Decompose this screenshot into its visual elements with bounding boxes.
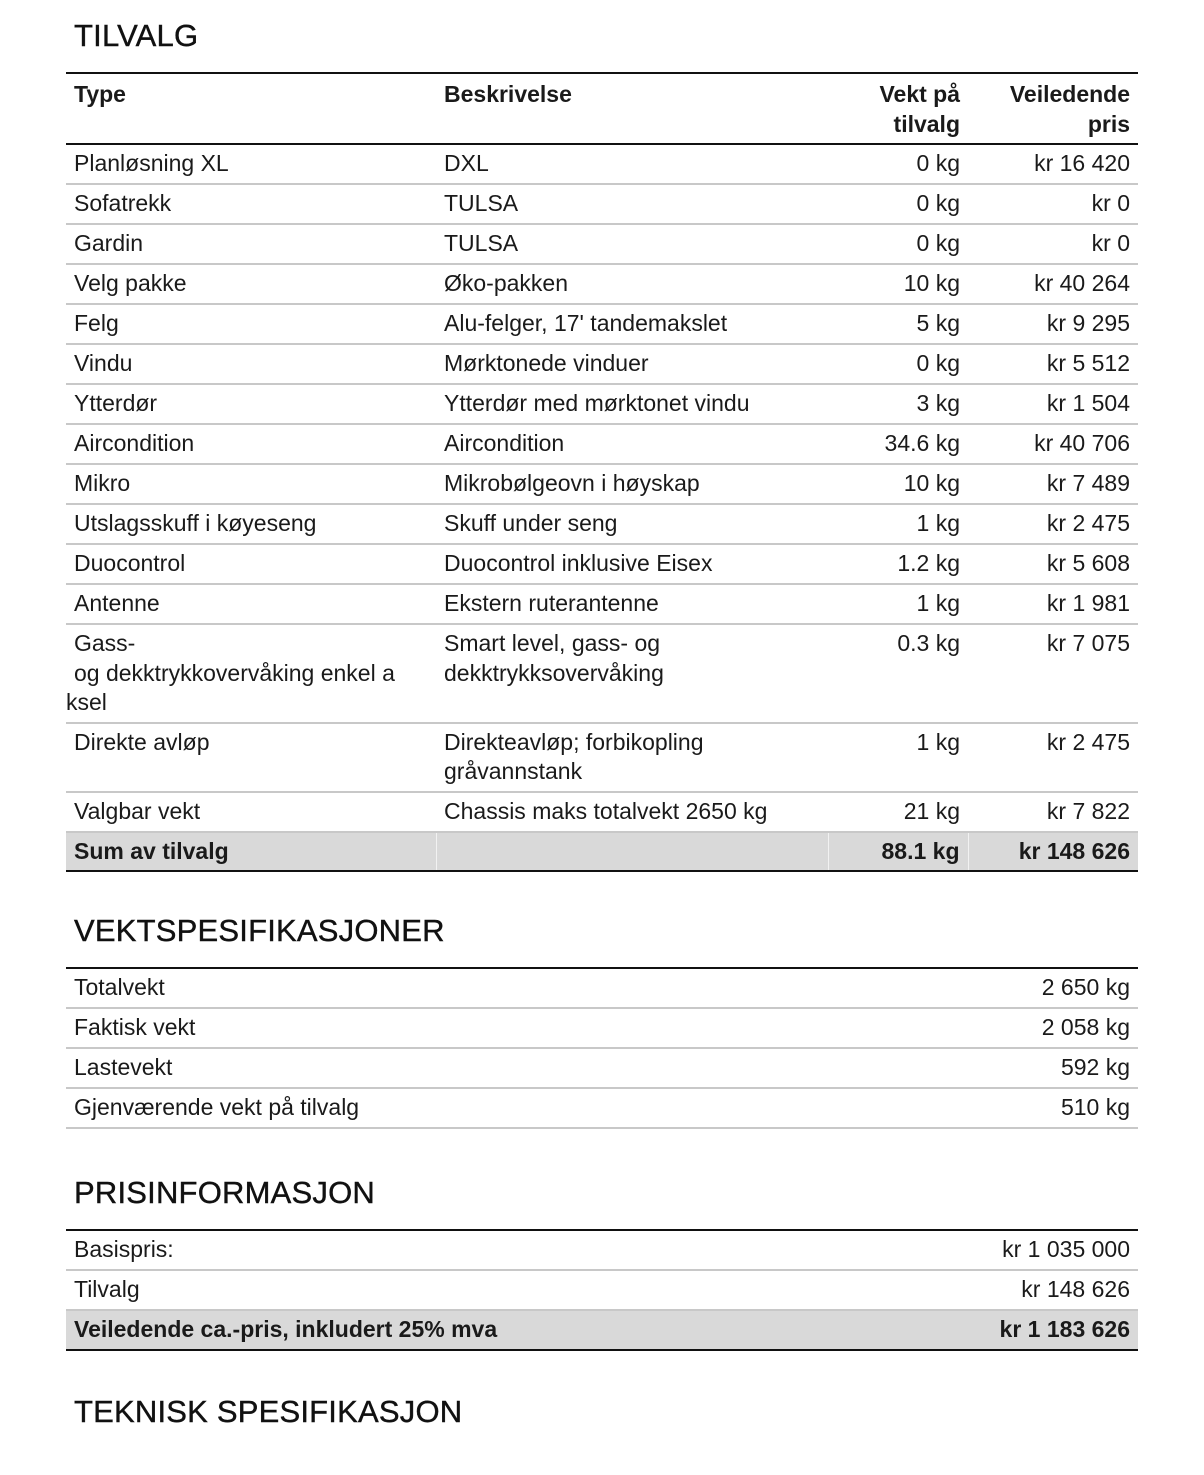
row-description: Ytterdør med mørktonet vindu xyxy=(436,384,828,424)
vekt-row xyxy=(66,1008,1138,1048)
row-price: kr 1 981 xyxy=(968,584,1138,624)
tilvalg-row xyxy=(66,792,1138,832)
sum-empty xyxy=(436,832,828,872)
row-price: kr 7 822 xyxy=(968,792,1138,832)
row-weight: 0.3 kg xyxy=(828,624,968,723)
row-description: Alu-felger, 17' tandemakslet xyxy=(436,304,828,344)
tilvalg-row xyxy=(66,184,1138,224)
vekt-value: 592 kg xyxy=(766,1048,1138,1088)
vekt-label: Faktisk vekt xyxy=(66,1008,766,1048)
pris-table xyxy=(66,1229,1138,1351)
sum-label: Sum av tilvalg xyxy=(66,832,436,872)
pris-total-value: kr 1 183 626 xyxy=(766,1310,1138,1350)
vekt-value: 2 650 kg xyxy=(766,968,1138,1008)
row-price: kr 5 608 xyxy=(968,544,1138,584)
tilvalg-row xyxy=(66,504,1138,544)
row-weight: 0 kg xyxy=(828,144,968,184)
row-description: Skuff under seng xyxy=(436,504,828,544)
row-type: Valgbar vekt xyxy=(66,792,436,832)
pris-total-label: Veiledende ca.-pris, inkludert 25% mva xyxy=(66,1310,766,1350)
col-description-header: Beskrivelse xyxy=(444,81,572,107)
row-weight: 1.2 kg xyxy=(828,544,968,584)
sum-weight: 88.1 kg xyxy=(828,832,968,872)
vekt-value: 510 kg xyxy=(766,1088,1138,1128)
tilvalg-row xyxy=(66,264,1138,304)
row-weight: 5 kg xyxy=(828,304,968,344)
row-type: Antenne xyxy=(66,584,436,624)
pris-row xyxy=(66,1270,1138,1310)
vekt-table xyxy=(66,967,1138,1129)
tilvalg-row xyxy=(66,464,1138,504)
row-description: Ekstern ruterantenne xyxy=(436,584,828,624)
row-price: kr 0 xyxy=(968,184,1138,224)
col-price-header: Veiledende pris xyxy=(1009,81,1130,137)
pris-label: Tilvalg xyxy=(66,1270,766,1310)
row-type: Felg xyxy=(66,304,436,344)
row-type-line: Gass- xyxy=(74,630,136,656)
pris-label: Basispris: xyxy=(66,1230,766,1270)
row-weight: 1 kg xyxy=(828,723,968,792)
row-description: Aircondition xyxy=(436,424,828,464)
row-price: kr 9 295 xyxy=(968,304,1138,344)
row-description: DXL xyxy=(436,144,828,184)
vekt-row xyxy=(66,1048,1138,1088)
row-weight: 21 kg xyxy=(828,792,968,832)
teknisk-heading: TEKNISK SPESIFIKASJON xyxy=(74,1394,463,1429)
row-weight: 10 kg xyxy=(828,464,968,504)
tilvalg-row xyxy=(66,384,1138,424)
row-weight: 1 kg xyxy=(828,584,968,624)
pris-value: kr 1 035 000 xyxy=(766,1230,1138,1270)
row-weight: 3 kg xyxy=(828,384,968,424)
row-price: kr 5 512 xyxy=(968,344,1138,384)
tilvalg-row xyxy=(66,144,1138,184)
tilvalg-row xyxy=(66,544,1138,584)
row-type: Duocontrol xyxy=(66,544,436,584)
tilvalg-row xyxy=(66,723,1138,792)
row-description: Mørktonede vinduer xyxy=(436,344,828,384)
row-price: kr 1 504 xyxy=(968,384,1138,424)
pris-heading: PRISINFORMASJON xyxy=(74,1175,375,1210)
row-description: Øko-pakken xyxy=(436,264,828,304)
tilvalg-row xyxy=(66,584,1138,624)
row-price: kr 2 475 xyxy=(968,504,1138,544)
row-weight: 10 kg xyxy=(828,264,968,304)
pris-total-row xyxy=(66,1310,1138,1350)
vekt-heading: VEKTSPESIFIKASJONER xyxy=(74,913,445,948)
row-price: kr 40 706 xyxy=(968,424,1138,464)
row-description: Duocontrol inklusive Eisex xyxy=(436,544,828,584)
row-weight: 34.6 kg xyxy=(828,424,968,464)
row-price: kr 2 475 xyxy=(968,723,1138,792)
row-type: Sofatrekk xyxy=(66,184,436,224)
row-description: TULSA xyxy=(436,184,828,224)
row-price: kr 16 420 xyxy=(968,144,1138,184)
sum-price: kr 148 626 xyxy=(968,832,1138,872)
row-description: Smart level, gass- og dekktrykksovervåking xyxy=(436,624,828,723)
pris-value: kr 148 626 xyxy=(766,1270,1138,1310)
row-type: Aircondition xyxy=(66,424,436,464)
tilvalg-table xyxy=(66,72,1138,872)
row-type: Vindu xyxy=(66,344,436,384)
row-type: Mikro xyxy=(66,464,436,504)
row-weight: 0 kg xyxy=(828,184,968,224)
row-price: kr 40 264 xyxy=(968,264,1138,304)
row-type: Ytterdør xyxy=(66,384,436,424)
row-type-line: ksel xyxy=(66,689,107,715)
col-weight-header: Vekt på tilvalg xyxy=(879,81,960,137)
vekt-label: Totalvekt xyxy=(66,968,766,1008)
row-description: TULSA xyxy=(436,224,828,264)
row-type xyxy=(66,624,436,723)
vekt-label: Lastevekt xyxy=(66,1048,766,1088)
tilvalg-row xyxy=(66,624,1138,723)
row-type: Direkte avløp xyxy=(66,723,436,792)
col-type-header: Type xyxy=(74,81,126,107)
row-type: Planløsning XL xyxy=(66,144,436,184)
row-description: Mikrobølgeovn i høyskap xyxy=(436,464,828,504)
row-type: Utslagsskuff i køyeseng xyxy=(66,504,436,544)
pris-row xyxy=(66,1230,1138,1270)
vekt-row xyxy=(66,968,1138,1008)
row-type-line: og dekktrykkovervåking enkel a xyxy=(74,659,395,686)
tilvalg-row xyxy=(66,304,1138,344)
tilvalg-heading: TILVALG xyxy=(74,18,199,53)
row-type: Gardin xyxy=(66,224,436,264)
row-weight: 0 kg xyxy=(828,344,968,384)
vekt-label: Gjenværende vekt på tilvalg xyxy=(66,1088,766,1128)
sum-row xyxy=(66,832,1138,872)
row-description: Chassis maks totalvekt 2650 kg xyxy=(436,792,828,832)
vekt-row xyxy=(66,1088,1138,1128)
tilvalg-row xyxy=(66,424,1138,464)
row-description: Direkteavløp; forbikopling gråvannstank xyxy=(436,723,828,792)
row-type: Velg pakke xyxy=(66,264,436,304)
tilvalg-row xyxy=(66,224,1138,264)
tilvalg-header-row xyxy=(66,73,1138,144)
row-weight: 0 kg xyxy=(828,224,968,264)
row-weight: 1 kg xyxy=(828,504,968,544)
row-price: kr 7 075 xyxy=(968,624,1138,723)
vekt-value: 2 058 kg xyxy=(766,1008,1138,1048)
tilvalg-row xyxy=(66,344,1138,384)
row-price: kr 7 489 xyxy=(968,464,1138,504)
row-price: kr 0 xyxy=(968,224,1138,264)
